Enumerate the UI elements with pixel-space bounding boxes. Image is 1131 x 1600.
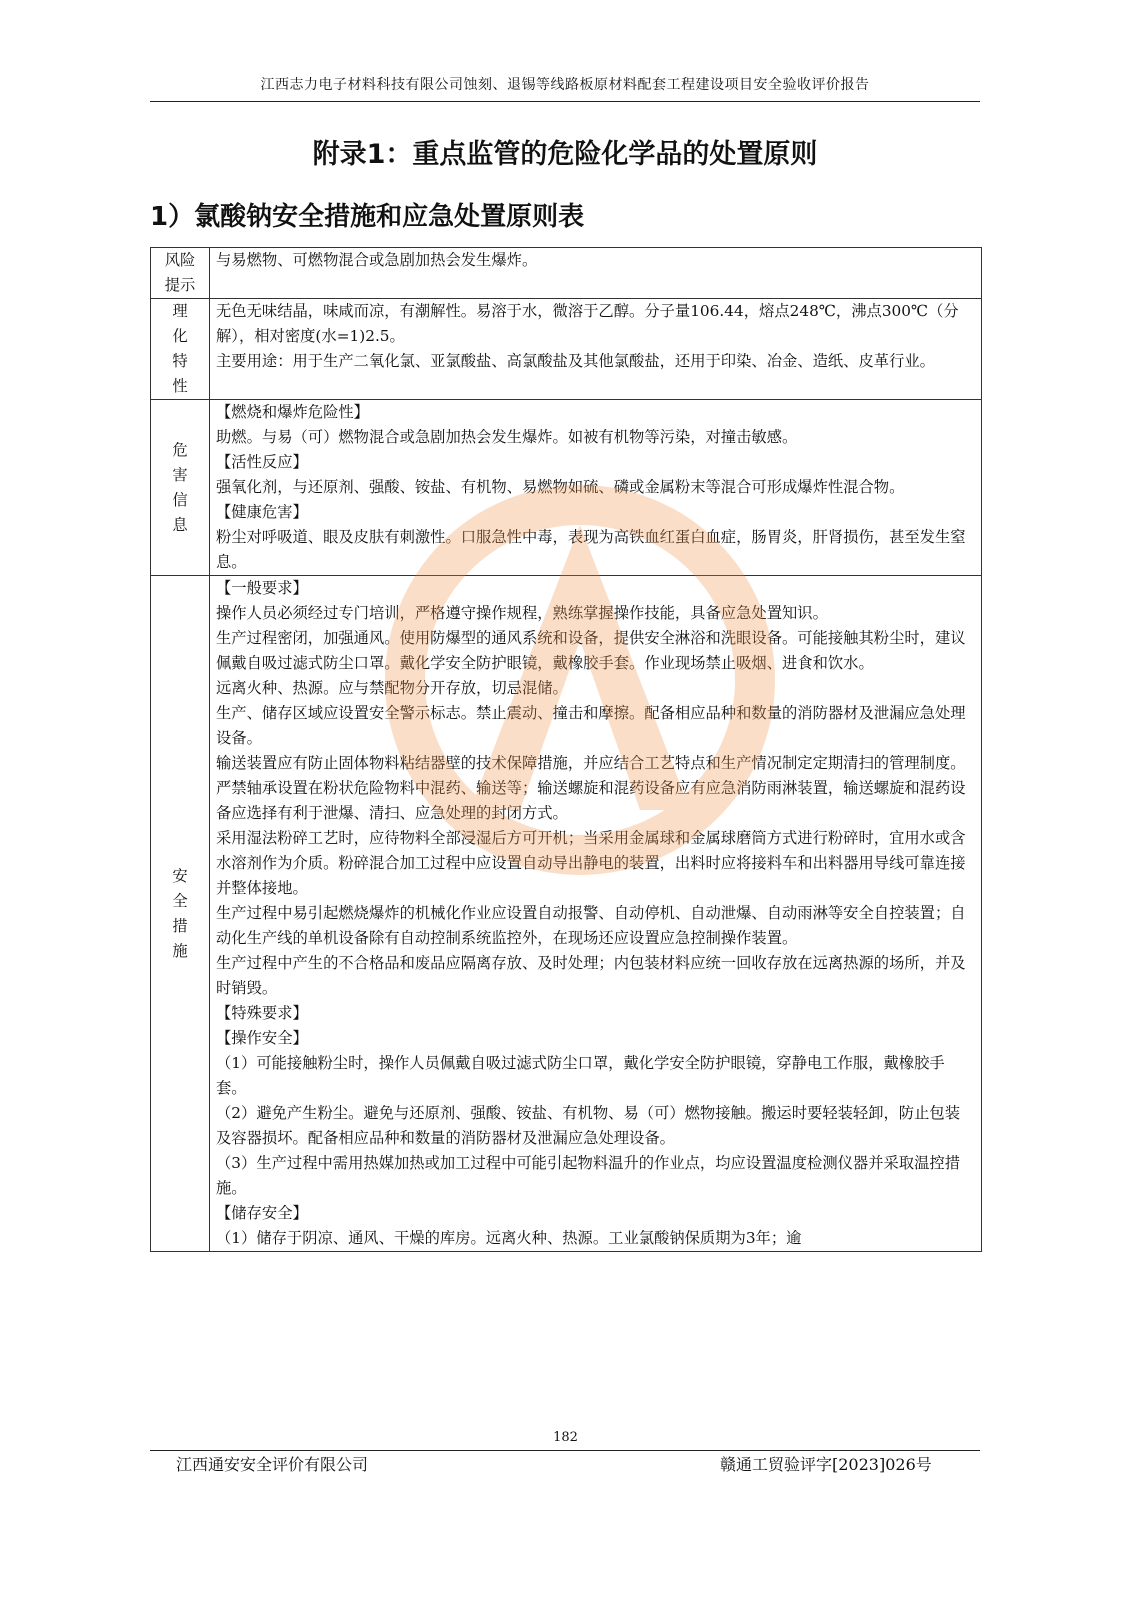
content-paragraph: 生产、储存区域应设置安全警示标志。禁止震动、撞击和摩擦。配备相应品种和数量的消防器材及泄漏应急处理设备。 bbox=[216, 704, 966, 747]
footer-divider bbox=[150, 1450, 980, 1451]
row-label-text: 理 化 特 性 bbox=[172, 302, 188, 395]
row-label-text: 风险 提示 bbox=[164, 251, 196, 294]
row-content bbox=[210, 400, 982, 576]
content-paragraph: 生产过程中产生的不合格品和废品应隔离存放、及时处理；内包装材料应统一回收存放在远离热源的场所，并及时销毁。 bbox=[216, 954, 966, 997]
content-paragraph: 【操作安全】 bbox=[216, 1029, 308, 1047]
page-number: 182 bbox=[553, 1430, 578, 1445]
row-label bbox=[151, 299, 210, 400]
content-paragraph: （2）避免产生粉尘。避免与还原剂、强酸、铵盐、有机物、易（可）燃物接触。搬运时要轻装轻卸，防止包装及容器损坏。配备相应品种和数量的消防器材及泄漏应急处理设备。 bbox=[216, 1104, 960, 1147]
row-label-text: 安 全 措 施 bbox=[172, 866, 188, 960]
content-paragraph: 【燃烧和爆炸危险性】 bbox=[216, 403, 369, 421]
table-row bbox=[151, 576, 982, 1252]
content-paragraph: 【储存安全】 bbox=[216, 1204, 308, 1222]
content-paragraph: 【一般要求】 bbox=[216, 579, 308, 597]
content-paragraph: 输送装置应有防止固体物料粘结器壁的技术保障措施，并应结合工艺特点和生产情况制定定期清扫的管理制度。严禁轴承设置在粉状危险物料中混药、输送等；输送螺旋和混药设备应有应急消防雨淋装置，输送螺旋和混药设备应选择有利于泄爆、清扫、应急处理的封闭方式。 bbox=[216, 754, 966, 822]
table-row bbox=[151, 299, 982, 400]
content-paragraph: 【健康危害】 bbox=[216, 503, 308, 521]
content-paragraph: 助燃。与易（可）燃物混合或急剧加热会发生爆炸。如被有机物等污染，对撞击敏感。 bbox=[216, 428, 798, 446]
content-paragraph: 与易燃物、可燃物混合或急剧加热会发生爆炸。 bbox=[216, 251, 538, 269]
row-content bbox=[210, 248, 982, 299]
content-paragraph: （3）生产过程中需用热媒加热或加工过程中可能引起物料温升的作业点，均应设置温度检测仪器并采取温控措施。 bbox=[216, 1154, 960, 1197]
safety-measures-table bbox=[150, 247, 982, 1252]
content-paragraph: 远离火种、热源。应与禁配物分开存放，切忌混储。 bbox=[216, 679, 568, 697]
appendix-title: 附录1：重点监管的危险化学品的处置原则 bbox=[312, 139, 818, 170]
table-row bbox=[151, 400, 982, 576]
content-paragraph: （1）储存于阴凉、通风、干燥的库房。远离火种、热源。工业氯酸钠保质期为3年；逾 bbox=[216, 1229, 802, 1247]
row-label-text: 危 害 信 息 bbox=[172, 440, 188, 534]
section-title: 1）氯酸钠安全措施和应急处置原则表 bbox=[150, 202, 585, 232]
content-paragraph: 粉尘对呼吸道、眼及皮肤有刺激性。口服急性中毒，表现为高铁血红蛋白血症，肠胃炎，肝肾损伤，甚至发生窒息。 bbox=[216, 528, 966, 571]
content-paragraph: 生产过程密闭，加强通风。使用防爆型的通风系统和设备，提供安全淋浴和洗眼设备。可能接触其粉尘时，建议佩戴自吸过滤式防尘口罩。戴化学安全防护眼镜，戴橡胶手套。作业现场禁止吸烟、进食和饮水。 bbox=[216, 629, 966, 672]
row-content bbox=[210, 299, 982, 400]
content-paragraph: 无色无味结晶，味咸而凉，有潮解性。易溶于水，微溶于乙醇。分子量106.44，熔点248℃，沸点300℃（分解），相对密度(水=1)2.5。 bbox=[216, 302, 959, 345]
row-label bbox=[151, 248, 210, 299]
content-paragraph: （1）可能接触粉尘时，操作人员佩戴自吸过滤式防尘口罩，戴化学安全防护眼镜，穿静电工作服，戴橡胶手套。 bbox=[216, 1054, 945, 1097]
content-paragraph: 生产过程中易引起燃烧爆炸的机械化作业应设置自动报警、自动停机、自动泄爆、自动雨淋等安全自控装置；自动化生产线的单机设备除有自动控制系统监控外，在现场还应设置应急控制操作装置。 bbox=[216, 904, 966, 947]
content-paragraph: 【特殊要求】 bbox=[216, 1004, 308, 1022]
table-row bbox=[151, 248, 982, 299]
footer-doc-number: 赣通工贸验评字[2023]026号 bbox=[720, 1455, 932, 1474]
header-divider bbox=[150, 101, 980, 102]
document-header: 江西志力电子材料科技有限公司蚀刻、退锡等线路板原材料配套工程建设项目安全验收评价报告 bbox=[260, 77, 870, 93]
content-paragraph: 主要用途：用于生产二氧化氯、亚氯酸盐、高氯酸盐及其他氯酸盐，还用于印染、冶金、造纸、皮革行业。 bbox=[216, 352, 935, 370]
footer-company: 江西通安安全评价有限公司 bbox=[176, 1455, 369, 1474]
row-content bbox=[210, 576, 982, 1252]
content-paragraph: 强氧化剂，与还原剂、强酸、铵盐、有机物、易燃物如硫、磷或金属粉末等混合可形成爆炸性混合物。 bbox=[216, 478, 905, 496]
content-paragraph: 【活性反应】 bbox=[216, 453, 308, 471]
row-label bbox=[151, 576, 210, 1252]
content-paragraph: 操作人员必须经过专门培训，严格遵守操作规程，熟练掌握操作技能，具备应急处置知识。 bbox=[216, 604, 828, 622]
row-label bbox=[151, 400, 210, 576]
content-paragraph: 采用湿法粉碎工艺时，应待物料全部浸湿后方可开机；当采用金属球和金属球磨筒方式进行粉碎时，宜用水或含水溶剂作为介质。粉碎混合加工过程中应设置自动导出静电的装置，出料时应将接料车和出料器用导线可靠连接并整体接地。 bbox=[216, 829, 966, 897]
